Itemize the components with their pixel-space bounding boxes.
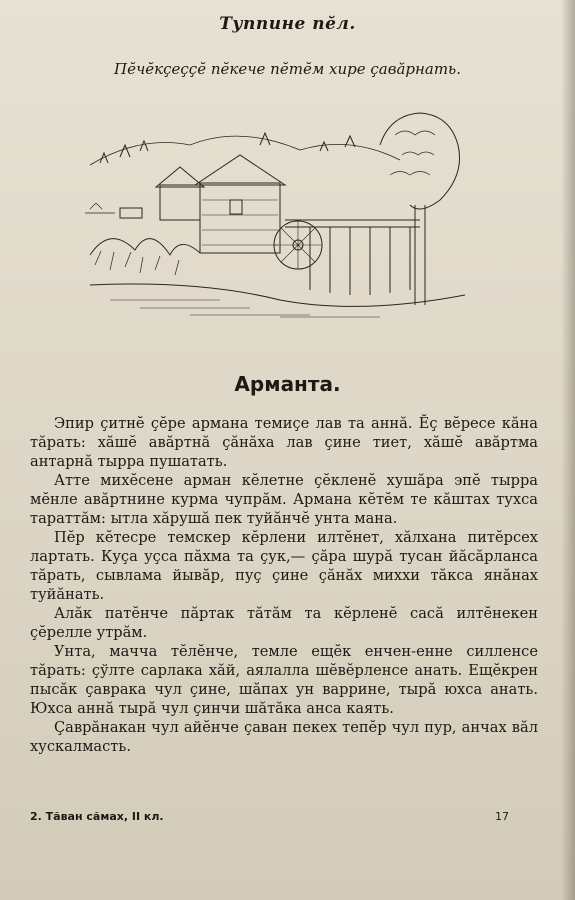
paragraph: Çаврăнакан чул айĕнче çаван пекех тепĕр чул пур, анчах вăл хускалмасть.	[30, 719, 538, 755]
proverb-line: Пĕчĕкçеççĕ пĕкече пĕтĕм хире çавăрнать.	[113, 60, 461, 78]
section-title: Туппине пĕл.	[219, 14, 356, 34]
page-number: 17	[495, 810, 509, 823]
paragraph: Пĕр кĕтесре темскер кĕрлени илтĕнет, хăлхана питĕрсех лартать. Куçа уçса пăхма та çук,— çăра шурă тусан йăсăрланса тăрать, сывлама йывăр, пуç çине çăнăх миххи тăкса янăнах туйăнать.	[30, 529, 538, 603]
article-title: Арманта.	[234, 372, 341, 396]
paragraph: Алăк патĕнче пăртак тăтăм та кĕрленĕ сасă илтĕнекен çĕрелле утрăм.	[30, 605, 538, 641]
paragraph: Унта, мачча тĕлĕнче, темле ещĕк енчен-енне силленсе тăрать: çўлте сарлака хăй, аялалла шĕвĕрленсе анать. Ещĕкрен пысăк çавракa чул çине, шăпах ун варрине, тырă юхса анать. Юхса аннă тырă чул çинчи шăтăка анса каять.	[30, 643, 538, 717]
paragraph: Эпир çитнĕ çĕре армана темиçе лав та аннă. Ĕç вĕресе кăна тăрать: хăшĕ авăртнă çăнăха лав çине тиет, хăшĕ авăртма антарнă тырра пушатать.	[30, 415, 538, 470]
article-body	[30, 414, 538, 756]
paragraph: Атте михĕсене арман кĕлетне çĕкленĕ хушăра эпĕ тырра мĕнле авăртнине курма чупрăм. Армана кĕтĕм те кăштах тухса тараттăм: ытла хăрушă пек туйăнчĕ унта мана.	[30, 472, 538, 527]
page-edge-shadow	[561, 0, 575, 900]
watermill-illustration	[80, 105, 470, 325]
printer-signature: 2. Тăван сăмах, II кл.	[30, 810, 164, 823]
